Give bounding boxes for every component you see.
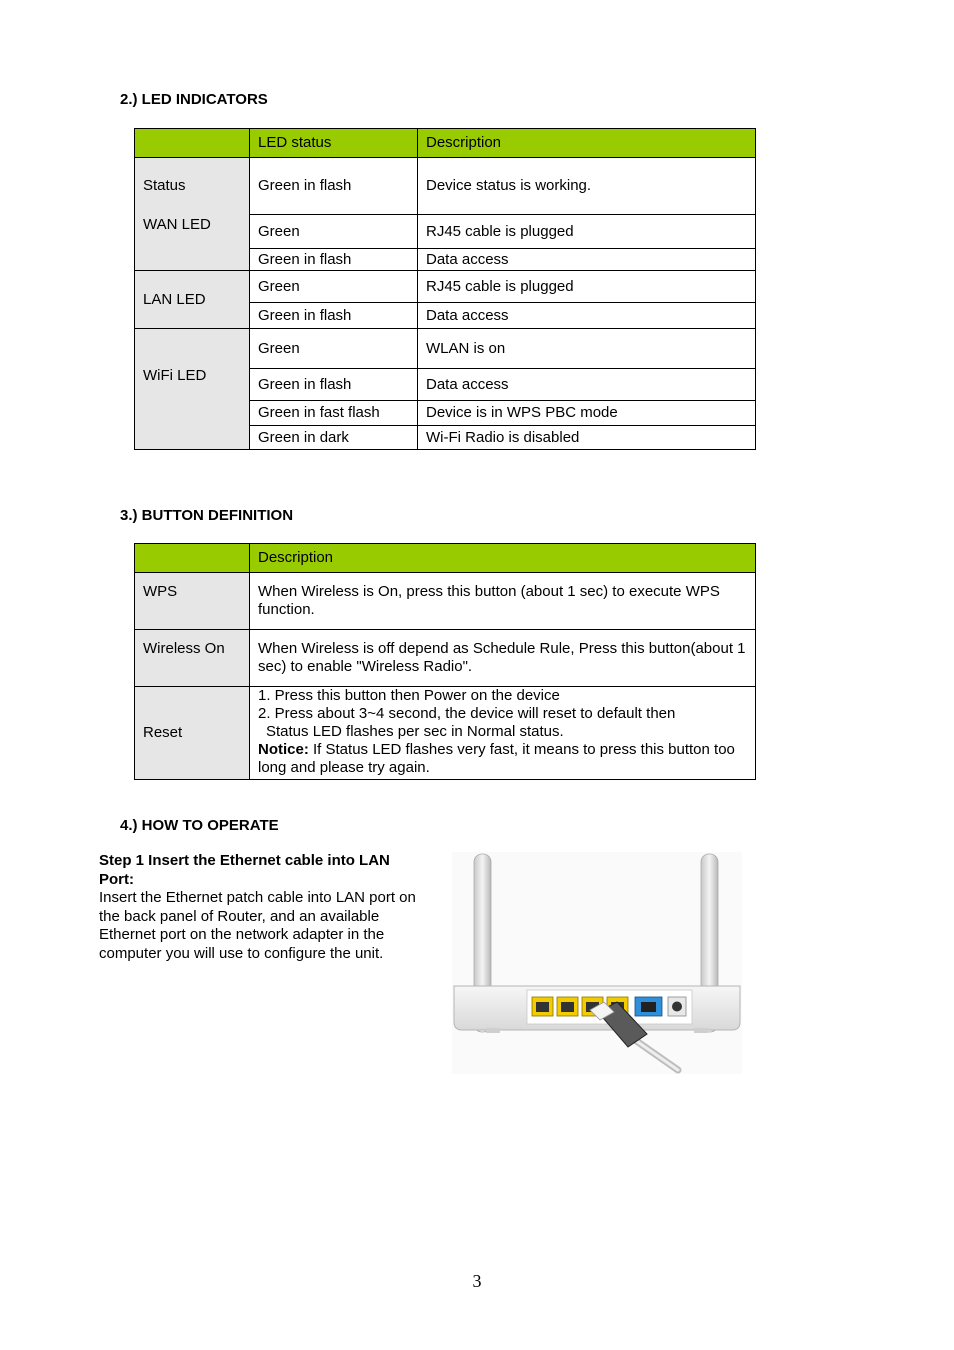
step-1-title: Step 1 Insert the Ethernet cable into LAN Port:	[99, 852, 390, 888]
button-desc-wireless: When Wireless is off depend as Schedule Rule, Press this button(about 1 sec) to enable "Wireless Radio".	[250, 630, 756, 687]
step-1-text: Insert the Ethernet patch cable into LAN port on the back panel of Router, and an available Ethernet port on the network adapter in the computer you will use to configure the unit.	[99, 889, 416, 962]
button-desc-wps: When Wireless is On, press this button (about 1 sec) to execute WPS function.	[250, 573, 756, 630]
led-status-cell: Green	[250, 329, 418, 369]
led-desc-cell: Device status is working.	[418, 158, 756, 215]
notice-text: If Status LED flashes very fast, it means to press this button too long and please try again.	[258, 741, 735, 776]
led-status-cell: Green in flash	[250, 369, 418, 401]
page-number: 3	[472, 1271, 482, 1291]
led-table	[134, 128, 756, 450]
led-desc-cell: Wi-Fi Radio is disabled	[418, 426, 756, 450]
reset-step-2: 2. Press about 3~4 second, the device will reset to default then	[258, 705, 676, 722]
led-label-group	[135, 158, 250, 271]
led-header-status: LED status	[250, 129, 418, 158]
led-status-cell: Green in dark	[250, 426, 418, 450]
led-desc-cell: RJ45 cable is plugged	[418, 271, 756, 303]
button-header-description: Description	[250, 544, 756, 573]
how-to-operate-heading: 4.) HOW TO OPERATE	[120, 817, 279, 834]
led-desc-cell: Data access	[418, 303, 756, 329]
notice-label: Notice:	[258, 741, 309, 758]
led-label-wifi: WiFi LED	[135, 329, 250, 450]
router-illustration	[452, 852, 742, 1074]
led-status-cell: Green	[250, 215, 418, 249]
led-status-cell: Green in fast flash	[250, 401, 418, 426]
button-desc-reset	[250, 687, 756, 780]
button-header-blank	[135, 544, 250, 573]
button-label-reset: Reset	[135, 687, 250, 780]
led-status-cell: Green in flash	[250, 249, 418, 271]
button-label-wps: WPS	[135, 573, 250, 630]
led-desc-cell: RJ45 cable is plugged	[418, 215, 756, 249]
led-status-cell: Green in flash	[250, 158, 418, 215]
led-status-cell: Green	[250, 271, 418, 303]
button-table	[134, 543, 756, 780]
reset-notice	[258, 741, 747, 777]
led-label-lan: LAN LED	[135, 271, 250, 329]
led-indicators-heading: 2.) LED INDICATORS	[120, 91, 268, 108]
led-desc-cell: WLAN is on	[418, 329, 756, 369]
led-header-description: Description	[418, 129, 756, 158]
button-definition-heading: 3.) BUTTON DEFINITION	[120, 507, 294, 524]
wan-port-icon	[635, 997, 662, 1016]
led-desc-cell: Device is in WPS PBC mode	[418, 401, 756, 426]
button-label-wireless: Wireless On	[135, 630, 250, 687]
reset-step-2-cont: Status LED flashes per sec in Normal status.	[266, 723, 564, 740]
led-header-blank	[135, 129, 250, 158]
led-desc-cell: Data access	[418, 369, 756, 401]
step-1-block	[99, 852, 429, 963]
led-label-wan: WAN LED	[143, 216, 211, 233]
reset-step-1: 1. Press this button then Power on the device	[258, 687, 560, 704]
led-status-cell: Green in flash	[250, 303, 418, 329]
power-port-icon	[668, 997, 686, 1016]
led-desc-cell: Data access	[418, 249, 756, 271]
led-label-status: Status	[143, 177, 186, 194]
